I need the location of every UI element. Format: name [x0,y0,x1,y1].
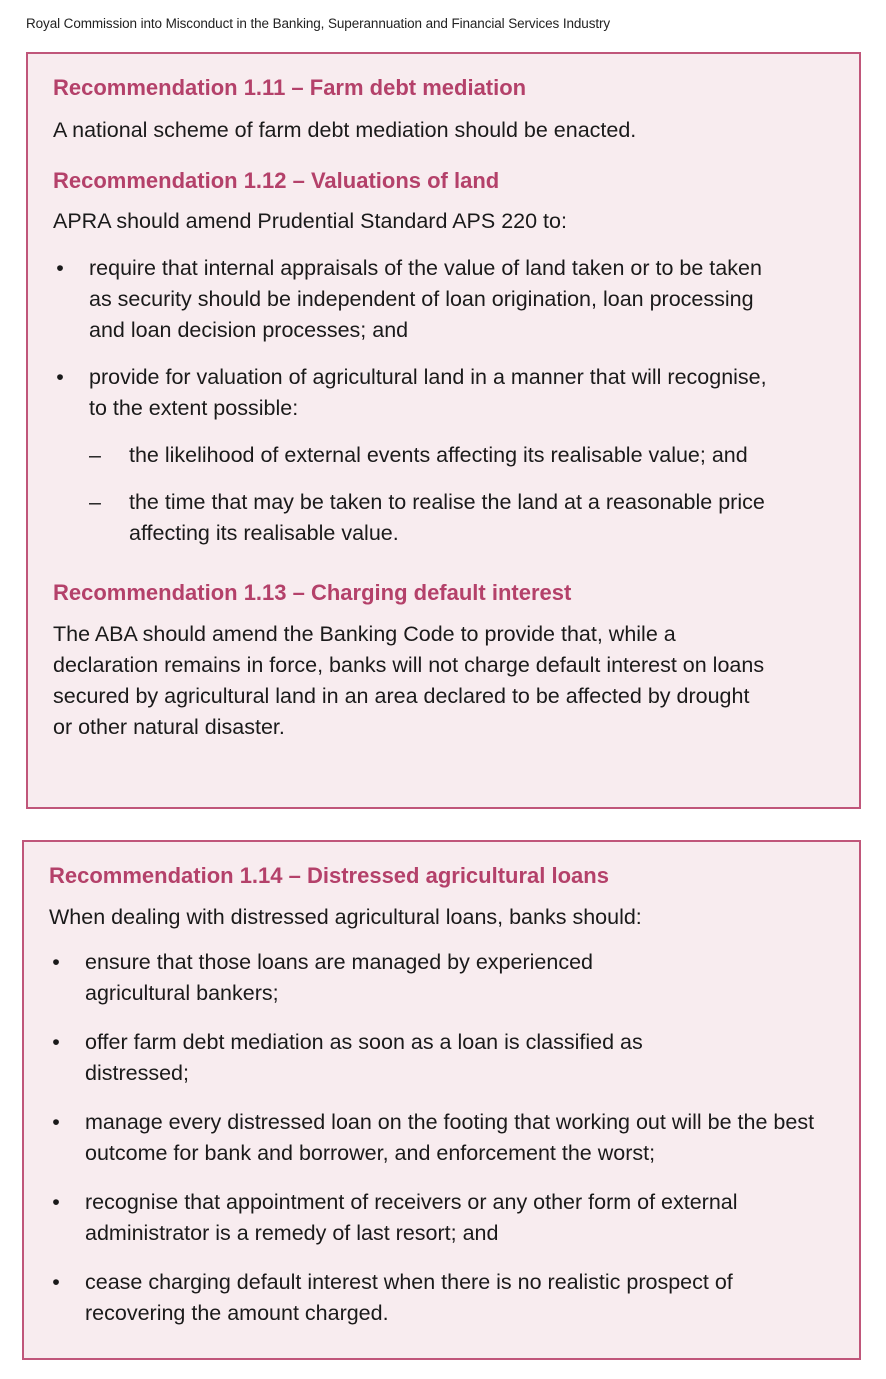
rec-1-14-heading: Recommendation 1.14 – Distressed agricultural loans [49,863,609,888]
rec-1-11-text: A national scheme of farm debt mediation should be enacted. [53,118,637,142]
bullet-marker: • [52,1030,60,1054]
bullet-marker: • [56,256,64,280]
recommendations-box-1 [26,52,861,809]
rec-1-12-heading: Recommendation 1.12 – Valuations of land [53,168,500,193]
list-item [53,362,835,424]
rec-1-13-text: The ABA should amend the Banking Code to provide that, while a declaration remains in force, banks will not charge default interest on loans secured by agricultural land in an area declared to be affected by drought or other natural disaster. [53,622,765,739]
bullet-marker: • [52,1190,60,1214]
rec-1-12-bullet-list [53,253,835,424]
list-item-text: the likelihood of external events affecting its realisable value; and [129,443,748,467]
list-item [49,1107,835,1169]
bullet-marker: • [52,1270,60,1294]
list-item-text: the time that may be taken to realise the land at a reasonable price affecting its realisable value. [129,490,765,545]
list-item [49,1027,835,1089]
rec-1-12-intro: APRA should amend Prudential Standard APS 220 to: [53,209,567,233]
list-item [49,1187,835,1249]
list-item-text: recognise that appointment of receivers or any other form of external administrator is a remedy of last resort; and [85,1190,738,1245]
rec-1-14-bullet-list [49,947,835,1329]
list-item [53,487,835,549]
rec-1-14-intro: When dealing with distressed agricultural loans, banks should: [49,905,642,929]
running-header: Royal Commission into Misconduct in the Banking, Superannuation and Financial Services Industry [26,16,611,31]
bullet-marker: • [52,1110,60,1134]
dash-marker: – [89,490,101,514]
list-item-text: offer farm debt mediation as soon as a loan is classified as distressed; [85,1030,643,1085]
list-item-text: ensure that those loans are managed by experienced agricultural bankers; [85,950,593,1005]
dash-marker: – [89,443,101,467]
list-item-text: require that internal appraisals of the value of land taken or to be taken as security should be independent of loan origination, loan processing and loan decision processes; and [89,256,762,342]
list-item-text: provide for valuation of agricultural land in a manner that will recognise, to the extent possible: [89,365,767,420]
list-item-text: manage every distressed loan on the footing that working out will be the best outcome for bank and borrower, and enforcement the worst; [85,1110,815,1165]
bullet-marker: • [52,950,60,974]
rec-1-11-heading: Recommendation 1.11 – Farm debt mediation [53,75,527,100]
rec-1-13-heading: Recommendation 1.13 – Charging default interest [53,580,572,605]
bullet-marker: • [56,365,64,389]
list-item [53,440,835,471]
list-item-text: cease charging default interest when there is no realistic prospect of recovering the amount charged. [85,1270,733,1325]
recommendations-box-2 [22,840,861,1360]
rec-1-12-sub-list [53,440,835,549]
list-item [49,947,835,1009]
list-item [53,253,835,346]
list-item [49,1267,835,1329]
